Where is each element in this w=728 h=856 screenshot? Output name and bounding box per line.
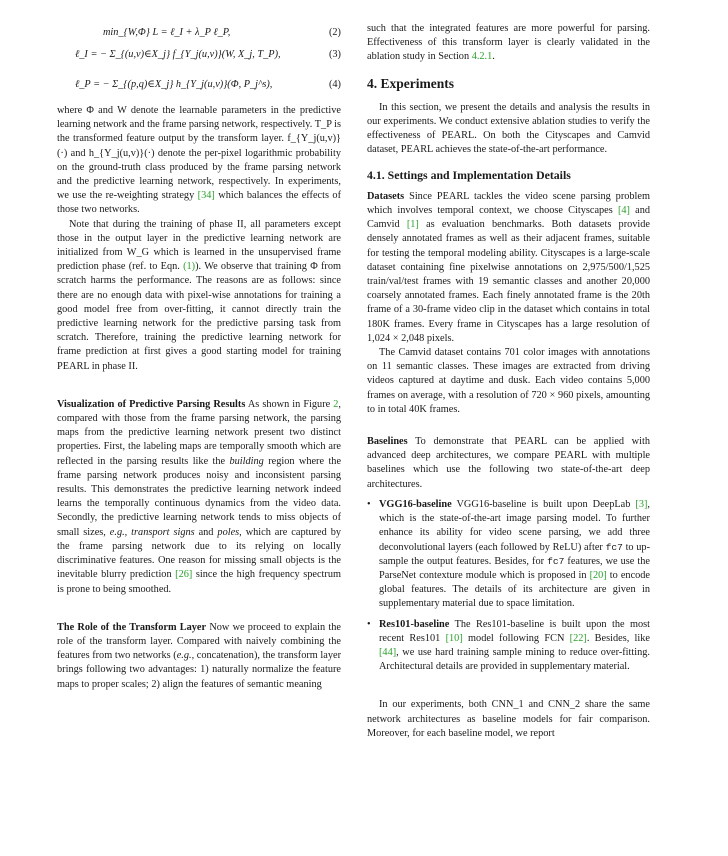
citation-link[interactable]: [26]: [175, 569, 193, 581]
spacer: [57, 597, 341, 621]
bullet-icon: •: [367, 498, 371, 510]
intro-paragraph: In this section, we present the details and analysis the results in our experiments. We conduct extensive ablation studies to verify the effectiveness of PEARL. On both the Cityscapes and Camvid dataset, PEARL achieves the state-of-the-art performance.: [367, 101, 650, 156]
list-item: • VGG16-baseline VGG16-baseline is built upon DeepLab [3], which is the state-of-the-art image parsing model. To further enhance its ability for video scene parsing, we add three deconvolutional layers (each followed by ReLU) after fc7 to up-sample the output features. Besides, for fc7 features, we use the ParseNet contexture module which is proposed in [20] to encode global features. The details of its architecture are given in supplementary material due to space limitation.: [367, 498, 651, 610]
equation-4: [57, 74, 341, 104]
equation-number: (3): [328, 49, 341, 60]
equation-body: ℓ_P = − Σ_{(p,q)∈X_j} h_{Y_j(u,v)}(Φ, P_j^s),: [75, 79, 273, 90]
paragraph-heading: Datasets: [367, 190, 405, 202]
citation-link[interactable]: [34]: [197, 190, 215, 202]
list-item: • Res101-baseline The Res101-baseline is built upon the most recent Res101 [10] model following FCN [22]. Besides, like [44], we use hard training sample mining to reduce over-fitting. Architectural details are provided in supplementary material.: [367, 618, 650, 673]
equation-number: (2): [328, 27, 341, 38]
spacer: [367, 680, 650, 698]
citation-link[interactable]: [22]: [569, 632, 587, 644]
final-paragraph: In our experiments, both CNN_1 and CNN_2 share the same network architectures as baseline models for fair comparison. Moreover, for each baseline model, we report: [367, 699, 650, 739]
equation-body: min_{W,Φ} L = ℓ_I + λ_P ℓ_P,: [103, 27, 231, 38]
citation-link[interactable]: [10]: [445, 632, 463, 644]
camvid-paragraph: The Camvid dataset contains 701 color images with annotations on 11 semantic classes. These images are extracted from driving videos captured at daytime and dusk. Each video contains 5,000 frames on average, with a resolution of 720 × 960 pixels, amounting to in total 40K frames.: [367, 347, 650, 415]
continuation-paragraph: such that the integrated features are more powerful for parsing. Effectiveness of this transform layer is clearly validated in the ablation study in Section 4.2.1.: [367, 23, 650, 63]
where-paragraph: where Φ and W denote the learnable parameters in the predictive learning network and the frame parsing network, respectively. T_P is the transformed feature output by the transform layer. f_{Y_j(u,v)}(·) and h_{Y_j(u,v)}(·) denote the per-pixel logarithmic probability on the ground-truth class produced by the frame parsing network and the predictive learning network, respectively. In experiments, we use the re-weighting strategy [34] which balances the effects of those two networks.: [57, 105, 341, 216]
citation-link[interactable]: [3]: [635, 498, 648, 510]
baseline-list: [367, 498, 650, 674]
equation-2: [57, 22, 341, 44]
equation-number: (4): [328, 79, 341, 90]
transform-role-paragraph: The Role of the Transform Layer Now we proceed to explain the role of the transform layer. Compared with naively combining the features from two networks (e.g., concatenation), the transform layer brings following two advantages: 1) naturally normalize the feature maps to proper scales; 2) align the features of semantic meaning: [57, 621, 342, 690]
left-column: [57, 22, 341, 692]
citation-link[interactable]: [44]: [379, 646, 397, 658]
paragraph-heading: The Role of the Transform Layer: [57, 621, 207, 633]
paragraph-heading: Baselines: [367, 436, 408, 448]
citation-link[interactable]: [4]: [617, 205, 630, 217]
equation-link[interactable]: (1): [183, 261, 196, 273]
citation-link[interactable]: [20]: [589, 569, 607, 581]
visualization-paragraph: Visualization of Predictive Parsing Results As shown in Figure 2, compared with those from the frame parsing network, the parsing maps from the predictive learning network present two distinct properties. First, the labeling maps are temporally smooth which are reflected in the parsing results like the building region where the frame parsing network produces noisy and inconsistent parsing results. This demonstrates the predictive learning network indeed learns the temporally continuous dynamics from the video data. Secondly, the predictive learning network tends to miss objects of small sizes, e.g., transport signs and poles, which are captured by the frame parsing network due to its relying on locally discriminative features. One reason for missing small objects is the inevitable blurry prediction [26] since the high frequency spectrum is prone to being smoothed.: [57, 398, 342, 595]
note-paragraph: Note that during the training of phase II, all parameters except those in the output layer in the predictive learning network are initialized from W_G which is learned in the unsupervised frame prediction phase (ref. to Eqn. (1)). We observe that training Φ from scratch harms the performance. The reasons are as follows: since there are no enough data with pixel-wise annotations for training a good model free from over-fitting, it cannot directly train the predictive learning network for the predictive parsing task from scratch. Therefore, training the predictive learning network for frame prediction at first gives a good starting model for training PEARL in phase II.: [57, 218, 341, 372]
datasets-paragraph: Datasets Since PEARL tackles the video scene parsing problem which involves temporal context, we choose Cityscapes [4] and Camvid [1] as evaluation benchmarks. Both datasets provide densely annotated frames as well as their adjacent frames, suitable for testing the temporal modeling ability. Cityscapes is a large-scale dataset containing fine pixelwise annotations on 2,975/500/1,525 train/val/test frames with 19 semantic classes and another 20,000 coarsely annotated frames. Each finely annotated frame is the 20th frame of a 30-frame video clip in the dataset which contains in total 180K frames. Every frame in Cityscapes has a large resolution of 1,024 × 2,048 pixels.: [367, 190, 650, 344]
figure-link[interactable]: 2: [333, 398, 339, 410]
bullet-icon: •: [367, 618, 371, 630]
section-link[interactable]: 4.2.1: [471, 51, 493, 63]
spacer: [57, 374, 341, 398]
section-title: 4. Experiments: [367, 75, 454, 91]
citation-link[interactable]: [1]: [406, 219, 419, 231]
equation-3: [57, 44, 341, 74]
spacer: [367, 417, 650, 435]
subsection-title: 4.1. Settings and Implementation Details: [367, 167, 571, 182]
baselines-paragraph: Baselines To demonstrate that PEARL can be applied with advanced deep architectures, we compare PEARL with multiple baselines which use the following two state-of-the-art deep architectures.: [367, 436, 650, 490]
paragraph-heading: Visualization of Predictive Parsing Results: [57, 398, 246, 410]
equation-body: ℓ_I = − Σ_{(u,v)∈X_j} f_{Y_j(u,v)}(W, X_j, T_P),: [75, 49, 281, 60]
right-column: [367, 22, 650, 741]
